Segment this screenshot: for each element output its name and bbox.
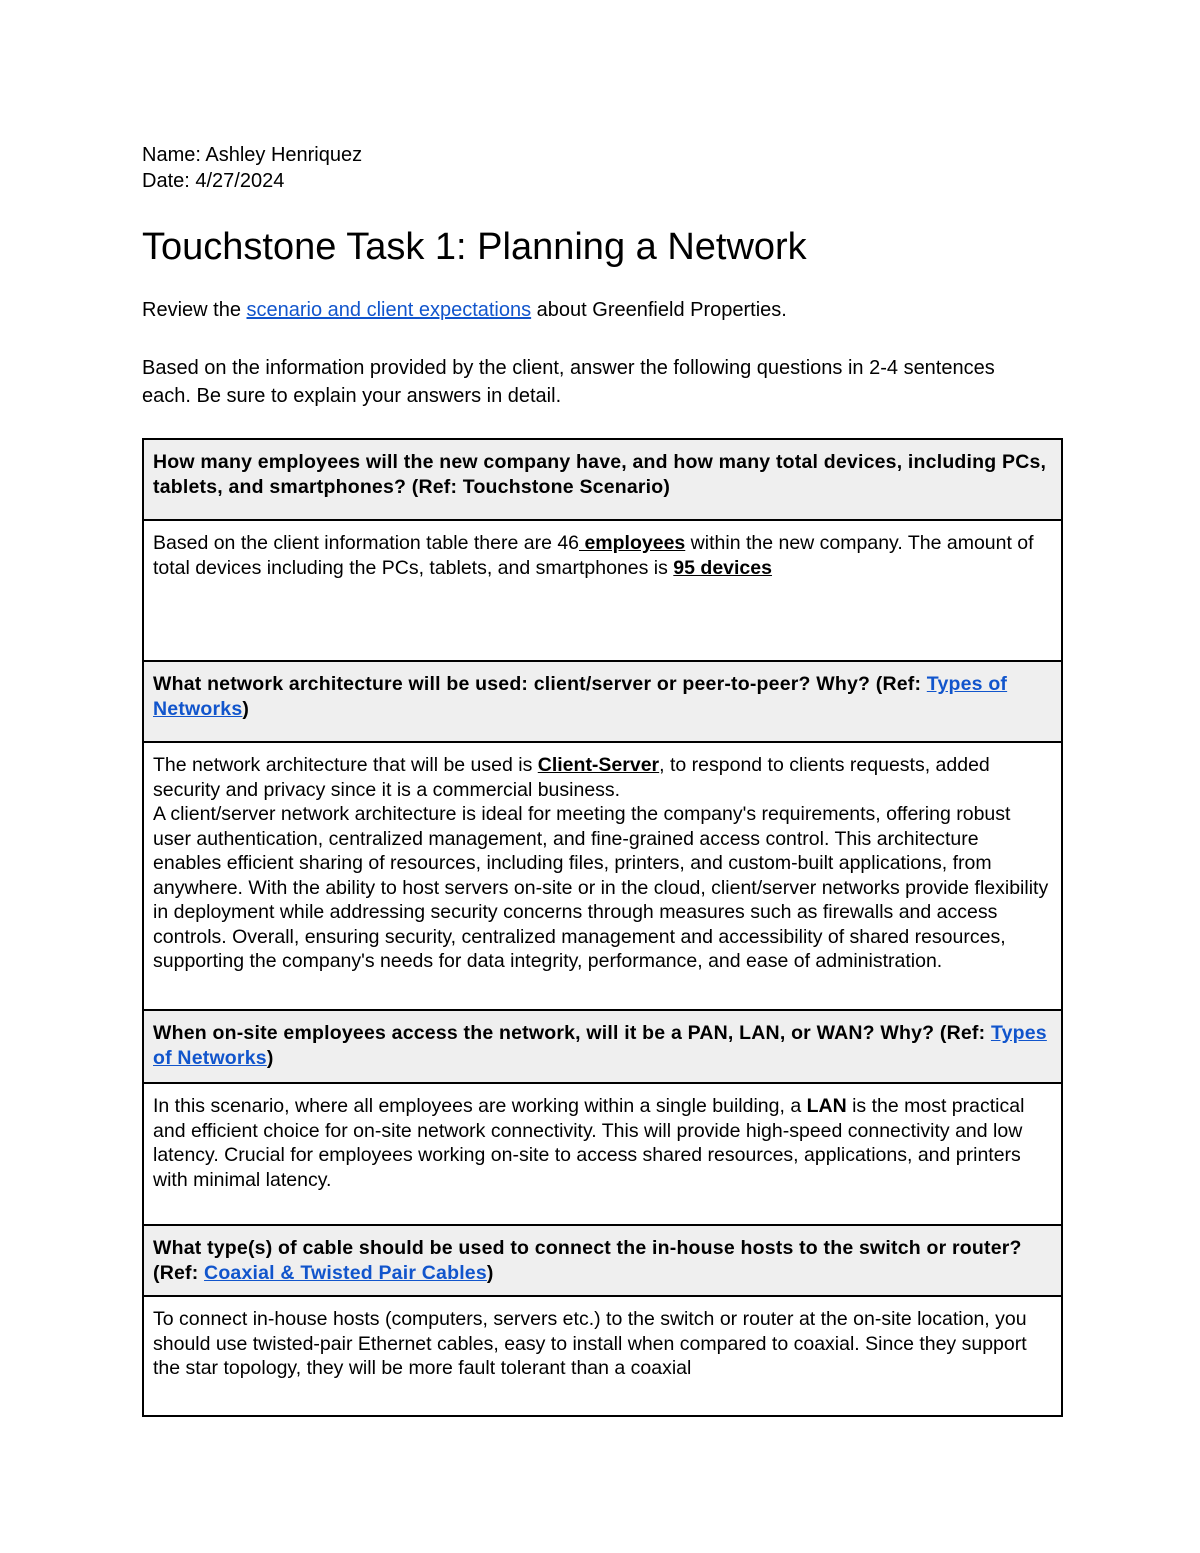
types-of-networks-link[interactable]: Types of Networks (153, 673, 1008, 720)
review-suffix: about Greenfield Properties. (531, 299, 787, 321)
answer-3 (143, 1083, 1062, 1225)
question-4-text: What type(s) of cable should be used to connect the in-house hosts to the switch or router? (Ref: (153, 1237, 1022, 1284)
document-page (142, 142, 1062, 1379)
intro-section (142, 296, 1022, 410)
question-3-suffix: ) (266, 1046, 274, 1069)
answer-3-lan: LAN (806, 1095, 847, 1117)
question-4-suffix: ) (486, 1261, 494, 1284)
answer-2-text-b: , to respond to clients requests, added security and privacy since it is a commercial business. (153, 754, 990, 801)
question-row-4 (143, 1225, 1062, 1296)
question-2 (143, 661, 1062, 742)
coaxial-twisted-pair-link[interactable]: Coaxial & Twisted Pair Cables (204, 1261, 487, 1284)
review-prefix: Review the (142, 299, 247, 321)
answer-1-employees: employees (579, 532, 686, 554)
answer-row-4 (143, 1296, 1062, 1416)
question-4 (143, 1225, 1062, 1296)
types-of-networks-link-2[interactable]: Types of Networks (153, 1022, 1047, 1069)
answer-3-text-b: is the most practical and efficient choice for on-site network connectivity. This will provide high-speed connectivity and low latency. Crucial for employees working on-site to access shared resources, applications, and printers with minimal latency. (153, 1095, 1025, 1191)
answer-2-text-a: The network architecture that will be used is (153, 754, 538, 776)
question-3-text: When on-site employees access the network, will it be a PAN, LAN, or WAN? Why? (Ref: (153, 1022, 991, 1044)
answer-row-2 (143, 742, 1062, 1010)
question-3 (143, 1010, 1062, 1083)
answer-2-client-server: Client-Server (537, 754, 660, 776)
answer-1 (143, 520, 1062, 661)
answer-2-paragraph-2: A client/server network architecture is ideal for meeting the company's requirements, offering robust user authentication, centralized management, and fine-grained access control. This architecture enables efficient sharing of resources, including files, printers, and custom-built applications, from anywhere. With the ability to host servers on-site or in the cloud, client/server networks provide flexibility in deployment while addressing security concerns through measures such as firewalls and access controls. Overall, ensuring security, centralized management and accessibility of shared resources, supporting the company's needs for data integrity, performance, and ease of administration. (153, 803, 1049, 972)
answer-2 (143, 742, 1062, 1010)
review-paragraph (142, 296, 1022, 324)
document-title: Touchstone Task 1: Planning a Network (142, 226, 807, 268)
scenario-link[interactable]: scenario and client expectations (246, 299, 532, 321)
answer-row-3 (143, 1083, 1062, 1225)
question-row-3 (143, 1010, 1062, 1083)
question-2-suffix: ) (242, 697, 250, 720)
answer-4-text: To connect in-house hosts (computers, servers etc.) to the switch or router at the on-site location, you should use twisted-pair Ethernet cables, easy to install when compared to coaxial. Since they support the star topology, they will be more fault tolerant than a coaxial (153, 1308, 1027, 1379)
question-row-2 (143, 661, 1062, 742)
answer-1-text-b: within the new company. The amount of total devices including the PCs, tablets, and smartphones is (153, 532, 1034, 579)
answer-1-devices: 95 devices (673, 556, 772, 579)
date-line: Date: 4/27/2024 (142, 170, 285, 192)
answer-1-text-a: Based on the client information table there are 46 (153, 532, 580, 554)
answer-4 (143, 1296, 1062, 1416)
answer-row-1 (143, 520, 1062, 661)
question-1: How many employees will the new company have, and how many total devices, including PCs, tablets, and smartphones? (Ref: Touchstone Scenario) (143, 439, 1062, 520)
answer-3-text-a: In this scenario, where all employees are working within a single building, a (153, 1095, 807, 1117)
instructions-paragraph: Based on the information provided by the client, answer the following questions in 2-4 sentences each. Be sure to explain your answers in detail. (142, 357, 995, 407)
question-row-1 (143, 439, 1062, 520)
question-2-text: What network architecture will be used: client/server or peer-to-peer? Why? (Ref: (153, 673, 927, 695)
name-line: Name: Ashley Henriquez (142, 144, 363, 166)
qa-table (142, 438, 1063, 1417)
